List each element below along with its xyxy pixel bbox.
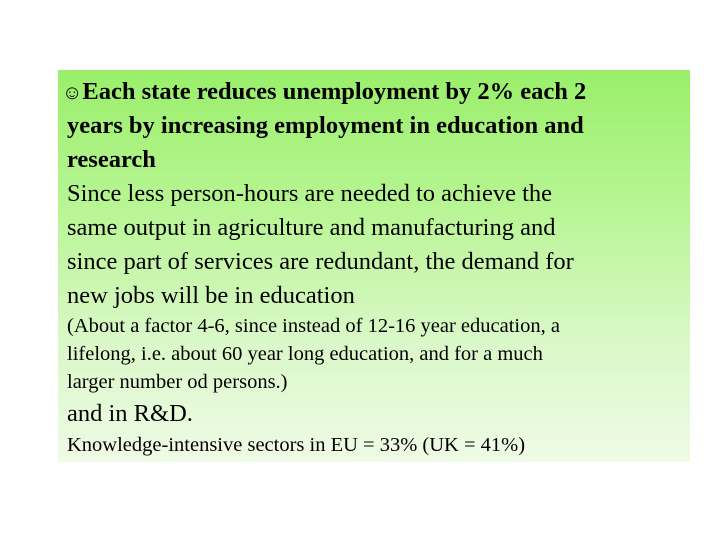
text-panel	[58, 70, 690, 462]
heading-line-3: research	[67, 146, 156, 173]
note-line-2: lifelong, i.e. about 60 year long education, and for a much	[67, 343, 543, 365]
body-line-2: same output in agriculture and manufacturing and	[67, 214, 556, 241]
heading-line-1: ☺Each state reduces unemployment by 2% each 2	[62, 78, 587, 105]
heading-line-2: years by increasing employment in education and	[67, 112, 584, 139]
smiley-face-icon: ☺	[62, 82, 83, 104]
rd-line: and in R&D.	[67, 400, 193, 427]
body-line-4: new jobs will be in education	[67, 282, 355, 309]
note-line-3: larger number od persons.)	[67, 371, 288, 393]
note-line-1: (About a factor 4-6, since instead of 12-16 year education, a	[67, 315, 560, 337]
body-line-3: since part of services are redundant, the demand for	[67, 248, 574, 275]
body-line-1: Since less person-hours are needed to achieve the	[67, 180, 553, 207]
stat-line: Knowledge-intensive sectors in EU = 33% (UK = 41%)	[67, 434, 526, 456]
